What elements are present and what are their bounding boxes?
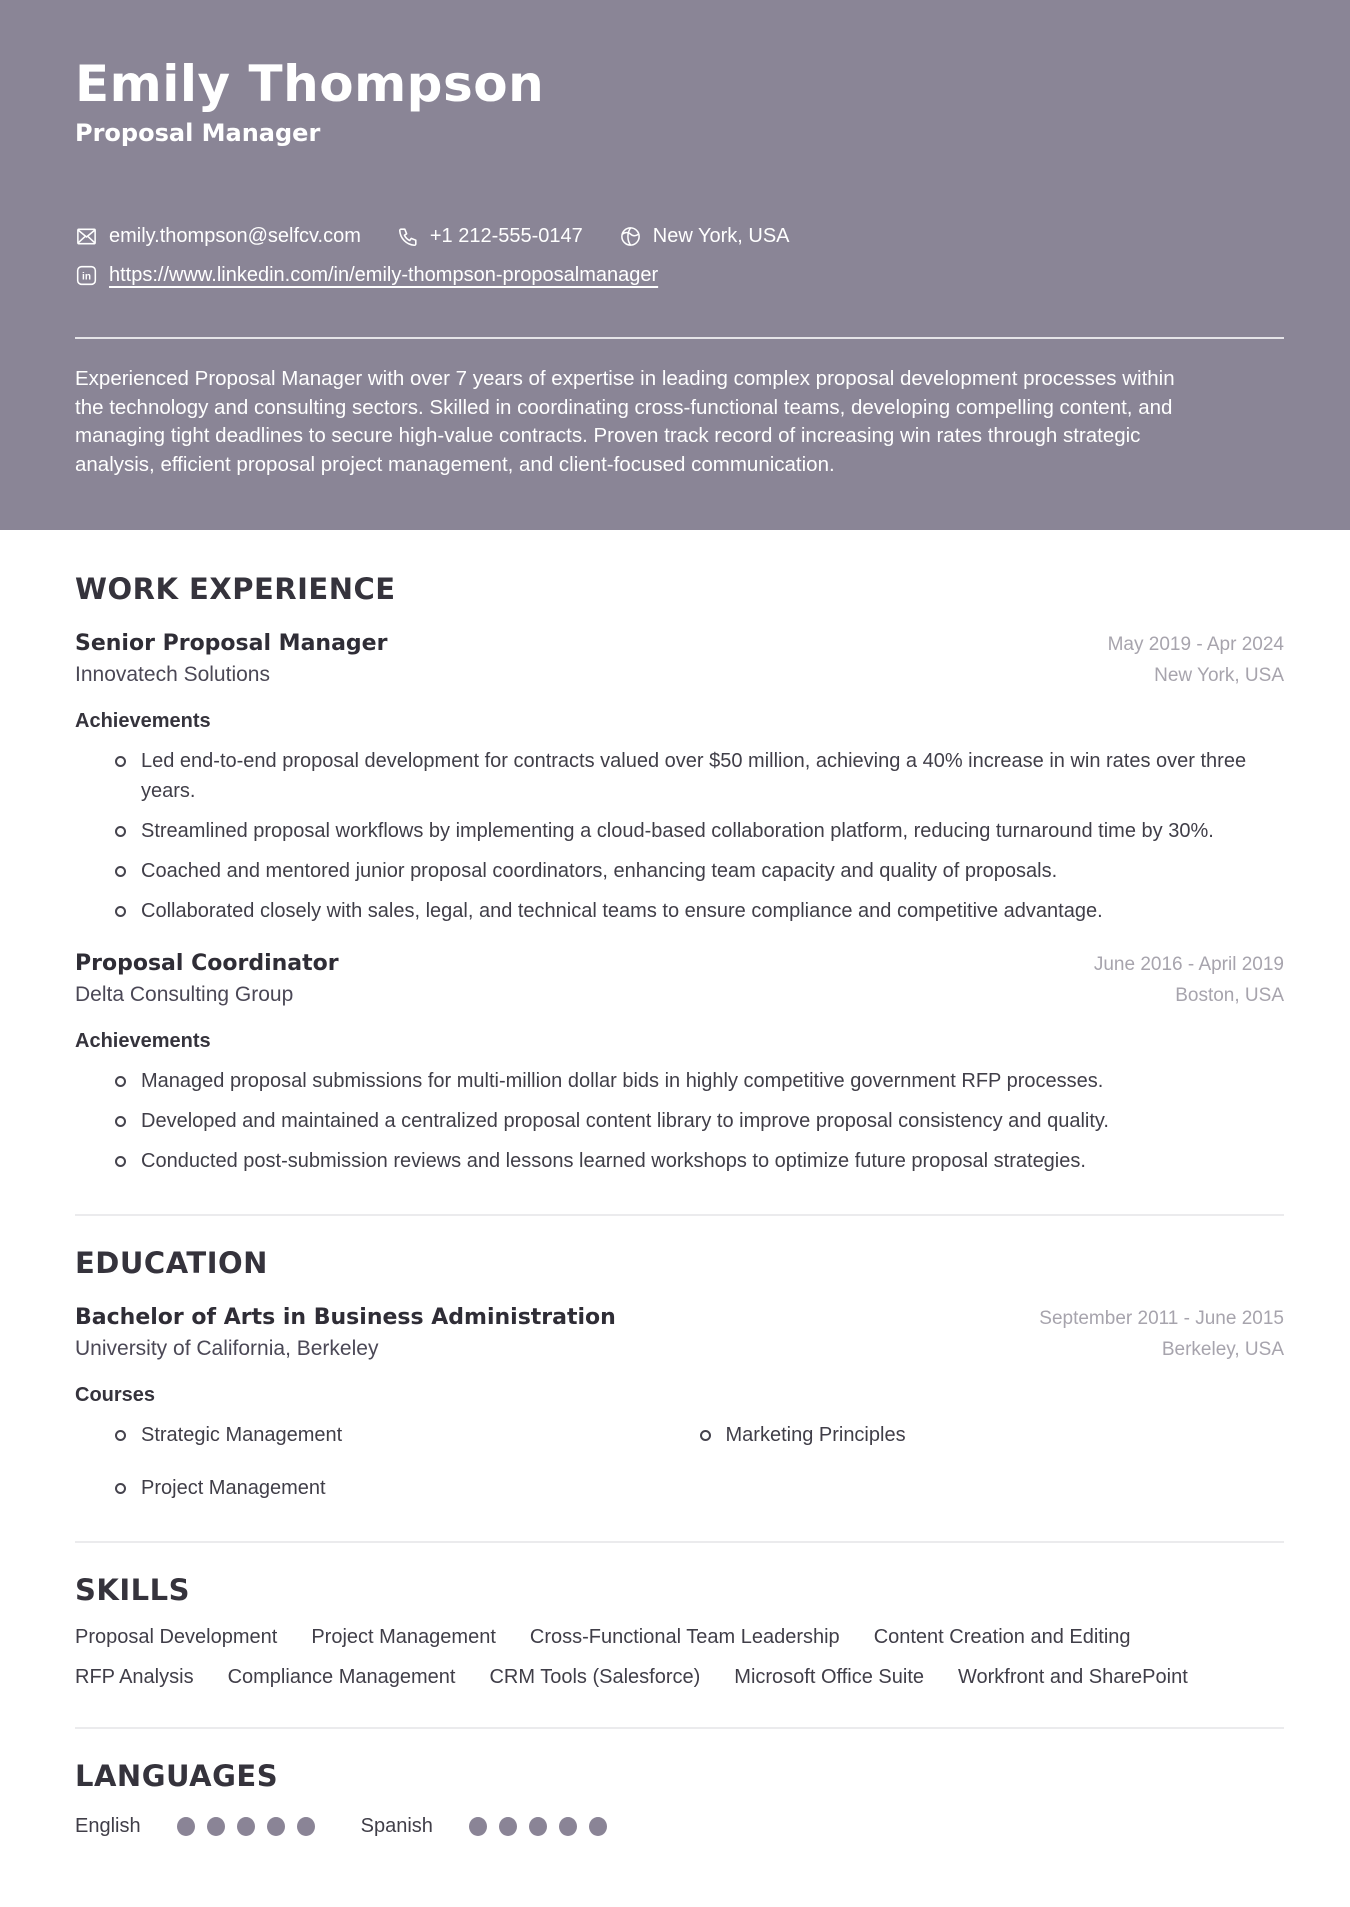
section-heading-skills: SKILLS — [75, 1572, 190, 1607]
envelope-icon — [75, 225, 98, 248]
job-location: Boston, USA — [1175, 984, 1284, 1006]
language-level-dot — [297, 1817, 315, 1836]
language-name: English — [75, 1814, 141, 1837]
resume-header — [0, 0, 1350, 530]
resume-body — [0, 530, 1350, 1838]
language-level-dot — [559, 1817, 577, 1836]
skill-item: CRM Tools (Salesforce) — [489, 1665, 701, 1688]
education-dates: September 2011 - June 2015 — [1039, 1307, 1284, 1329]
course-item: Marketing Principles — [700, 1420, 1285, 1450]
skill-item: Cross-Functional Team Leadership — [529, 1625, 840, 1648]
linkedin-row — [75, 264, 1284, 287]
contact-location — [619, 225, 790, 248]
language-level-dot — [267, 1817, 285, 1836]
education-entry — [75, 1305, 1284, 1503]
achievement-item: Managed proposal submissions for multi-million dollar bids in highly competitive government RFP processes. — [115, 1066, 1284, 1096]
job-dates: May 2019 - Apr 2024 — [1107, 633, 1284, 655]
skill-item: RFP Analysis — [75, 1665, 194, 1688]
achievements-list — [75, 746, 1284, 926]
language-level-dot — [207, 1817, 225, 1836]
achievement-item: Developed and maintained a centralized proposal content library to improve proposal consistency and quality. — [115, 1106, 1284, 1136]
section-heading-work-experience: WORK EXPERIENCE — [75, 571, 396, 606]
achievements-label: Achievements — [75, 709, 211, 732]
education-location: Berkeley, USA — [1161, 1338, 1284, 1360]
location-text: New York, USA — [652, 225, 790, 247]
achievements-label: Achievements — [75, 1029, 211, 1052]
job-dates: June 2016 - April 2019 — [1093, 953, 1284, 975]
section-divider — [75, 1541, 1284, 1543]
person-name: Emily Thompson — [75, 55, 545, 113]
language-item — [75, 1815, 315, 1838]
language-name: Spanish — [360, 1814, 433, 1837]
degree-title: Bachelor of Arts in Business Administration — [75, 1304, 616, 1330]
language-level-dot — [237, 1817, 255, 1836]
globe-icon — [619, 225, 642, 248]
section-divider — [75, 1727, 1284, 1729]
achievement-item: Conducted post-submission reviews and lessons learned workshops to optimize future proposal strategies. — [115, 1146, 1284, 1176]
section-heading-languages: LANGUAGES — [75, 1758, 279, 1793]
section-divider — [75, 1214, 1284, 1216]
courses-label: Courses — [75, 1383, 156, 1406]
profile-summary: Experienced Proposal Manager with over 7 years of expertise in leading complex proposal development processes within the technology and consulting sectors. Skilled in coordinating cross-functional teams, developing compelling content, and managing tight deadlines to secure high-value contracts. Proven track record of increasing win rates through strategic analysis, efficient proposal project management, and client-focused communication. — [75, 367, 1175, 476]
language-level-dot — [499, 1817, 517, 1836]
language-level-dot — [529, 1817, 547, 1836]
language-level-dots — [177, 1817, 315, 1836]
skills-row — [75, 1666, 1284, 1689]
phone-text: +1 212-555-0147 — [429, 225, 583, 247]
linkedin-link[interactable]: https://www.linkedin.com/in/emily-thompson-proposalmanager — [109, 264, 659, 286]
skill-item: Compliance Management — [227, 1665, 456, 1688]
contact-email — [75, 225, 361, 248]
section-heading-education: EDUCATION — [75, 1245, 268, 1280]
languages-row — [75, 1815, 1284, 1838]
contact-phone — [397, 225, 583, 248]
achievement-item: Led end-to-end proposal development for contracts valued over $50 million, achieving a 40% increase in win rates over three years. — [115, 746, 1284, 806]
job-location: New York, USA — [1154, 664, 1284, 686]
course-item: Strategic Management — [115, 1420, 700, 1450]
school-name: University of California, Berkeley — [75, 1336, 379, 1360]
language-level-dot — [177, 1817, 195, 1836]
skill-item: Content Creation and Editing — [873, 1625, 1131, 1648]
language-item — [361, 1815, 607, 1838]
job-title: Senior Proposal Manager — [75, 630, 388, 656]
email-text: emily.thompson@selfcv.com — [109, 225, 361, 247]
contact-row — [75, 225, 1284, 248]
language-level-dots — [469, 1817, 607, 1836]
job-title: Proposal Coordinator — [75, 950, 339, 976]
achievements-list — [75, 1066, 1284, 1176]
skills-row — [75, 1626, 1284, 1649]
achievement-item: Streamlined proposal workflows by implementing a cloud-based collaboration platform, reducing turnaround time by 30%. — [115, 816, 1284, 846]
header-divider — [75, 337, 1284, 339]
language-level-dot — [589, 1817, 607, 1836]
job-company: Innovatech Solutions — [75, 662, 270, 686]
person-job-title: Proposal Manager — [75, 119, 321, 147]
skill-item: Proposal Development — [75, 1625, 278, 1648]
skill-item: Microsoft Office Suite — [734, 1665, 924, 1688]
courses-list — [75, 1420, 1284, 1503]
svg-text:in: in — [82, 271, 91, 283]
skill-item: Project Management — [311, 1625, 496, 1648]
skill-item: Workfront and SharePoint — [958, 1665, 1188, 1688]
job-entry — [75, 631, 1284, 926]
job-company: Delta Consulting Group — [75, 982, 294, 1006]
linkedin-in-icon — [75, 264, 98, 287]
achievement-item: Collaborated closely with sales, legal, and technical teams to ensure compliance and competitive advantage. — [115, 896, 1284, 926]
achievement-item: Coached and mentored junior proposal coordinators, enhancing team capacity and quality of proposals. — [115, 856, 1284, 886]
course-item: Project Management — [115, 1473, 700, 1503]
language-level-dot — [469, 1817, 487, 1836]
job-entry — [75, 951, 1284, 1176]
phone-icon — [397, 226, 419, 248]
